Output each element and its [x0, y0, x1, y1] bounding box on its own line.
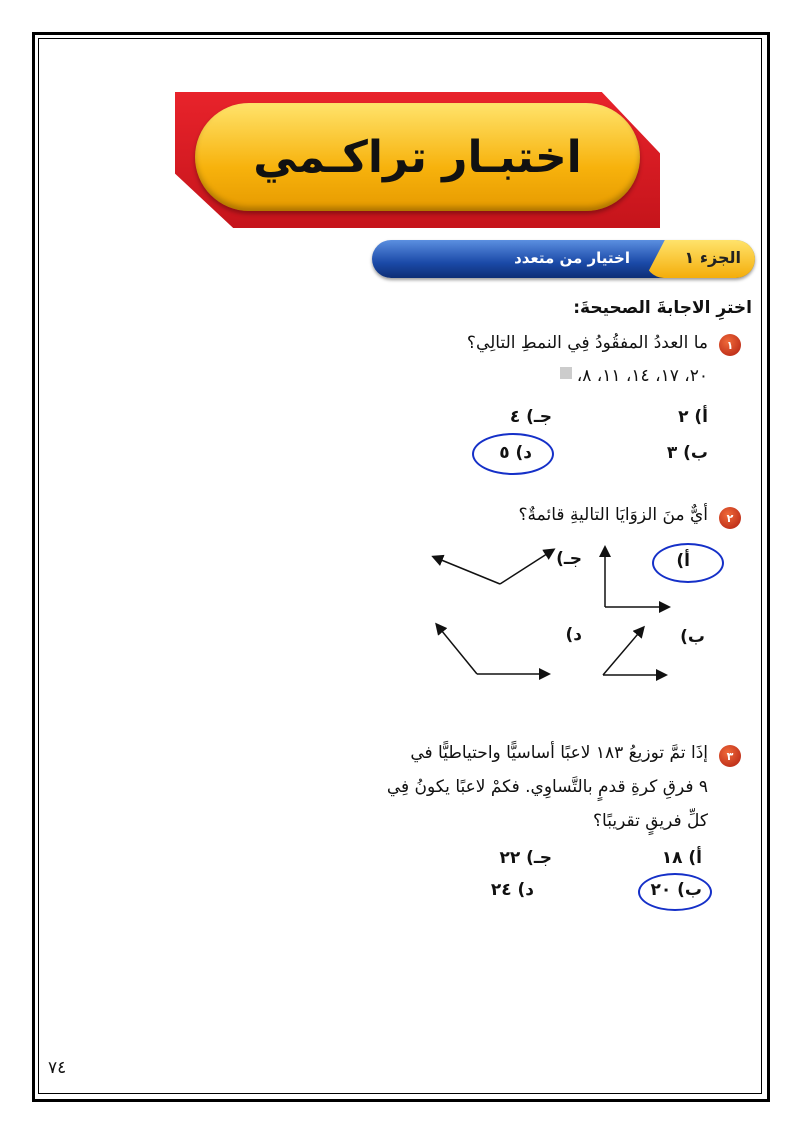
question-number-3: ٣ — [719, 745, 741, 767]
question-3-line-2: ٩ فرقِ كرةِ قدمٍ بالتَّساوِي. فكمْ لاعبًا يكونُ فِي — [386, 777, 708, 797]
question-1-text: ما العددُ المفقُودُ فِي النمطِ التالِي؟ — [466, 333, 708, 353]
banner-title: اختبـار تراكـمي — [253, 131, 582, 183]
q3-option-d[interactable]: د) ٢٤ — [490, 880, 534, 900]
part-number: الجزء ١ — [684, 248, 741, 267]
q1-option-d[interactable]: د) ٥ — [499, 443, 532, 463]
question-1-sequence: ٢٠، ١٧، ١٤، ١١، ٨، — [576, 366, 708, 386]
q3-option-b[interactable]: ب) ٢٠ — [650, 880, 702, 900]
q1-option-c[interactable]: جـ) ٤ — [509, 407, 552, 427]
angle-b-acute — [603, 628, 665, 675]
q2-option-c[interactable]: جـ) — [556, 549, 582, 569]
angle-c-obtuse — [434, 550, 553, 584]
q2-option-a[interactable]: أ) — [676, 551, 690, 571]
question-3-line-1: إذَا تمَّ توزيعُ ١٨٣ لاعبًا أساسيًّا واحتياطيًّا في — [410, 743, 708, 763]
q2-option-d[interactable]: د) — [565, 625, 582, 645]
q2-option-b[interactable]: ب) — [680, 627, 705, 647]
part-title: اختيار من متعدد — [514, 249, 630, 267]
angle-d-obtuse — [437, 625, 548, 674]
q1-option-a[interactable]: أ) ٢ — [678, 407, 708, 427]
q3-option-c[interactable]: جـ) ٢٢ — [499, 848, 552, 868]
q1-option-b[interactable]: ب) ٣ — [666, 443, 708, 463]
instruction: اخترِ الاجابةَ الصحيحةَ: — [573, 298, 752, 318]
question-2-text: أيٌّ منَ الزوَايَا التاليةِ قائمةٌ؟ — [518, 505, 708, 525]
angle-a-right — [605, 548, 668, 607]
question-number-2: ٢ — [719, 507, 741, 529]
q3-option-a[interactable]: أ) ١٨ — [661, 848, 702, 868]
answer-circle-q3 — [638, 873, 712, 911]
question-3-line-3: كلِّ فريقٍ تقريبًا؟ — [593, 811, 708, 831]
question-number-1: ١ — [719, 334, 741, 356]
page-number: ٧٤ — [48, 1058, 67, 1078]
